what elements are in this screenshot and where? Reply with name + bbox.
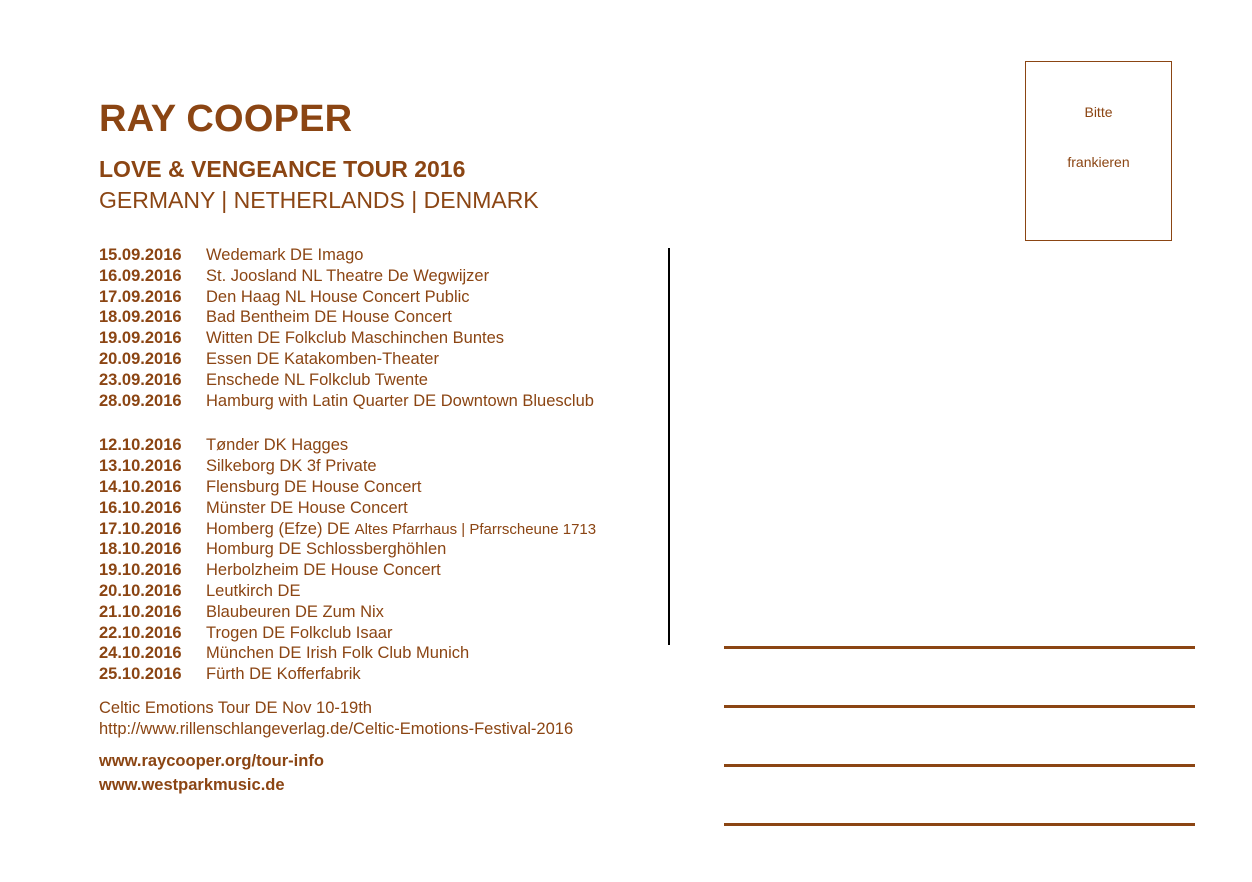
tour-date: 17.10.2016 [99, 519, 182, 538]
tour-venue: St. Joosland NL Theatre De Wegwijzer [206, 266, 490, 285]
tour-date: 23.09.2016 [99, 370, 182, 389]
tour-date: 12.10.2016 [99, 436, 182, 455]
stamp-text-line2: frankieren [1067, 154, 1130, 170]
list-item [99, 307, 596, 328]
festival-info [99, 698, 573, 740]
tour-venue: Den Haag NL House Concert Public [206, 287, 470, 306]
list-item [99, 477, 596, 498]
stamp-text-line1: Bitte [1084, 104, 1113, 120]
address-line [724, 764, 1195, 767]
list-item [99, 519, 596, 540]
stamp-box [1025, 61, 1172, 241]
tour-date: 16.10.2016 [99, 498, 182, 517]
tour-date: 14.10.2016 [99, 477, 182, 496]
festival-url[interactable]: http://www.rillenschlangeverlag.de/Celtic-Emotions-Festival-2016 [99, 720, 574, 738]
tour-venue-detail: Altes Pfarrhaus | Pfarrscheune 1713 [354, 520, 597, 538]
list-item [99, 456, 596, 477]
tour-venue: Flensburg DE House Concert [206, 477, 422, 496]
list-item [99, 664, 596, 685]
address-line [724, 705, 1195, 708]
tour-venue: Münster DE House Concert [206, 498, 408, 517]
september-dates [99, 245, 596, 411]
tour-date: 19.09.2016 [99, 329, 182, 348]
tour-venue: Leutkirch DE [206, 581, 301, 600]
tour-venue: Fürth DE Kofferfabrik [206, 665, 361, 684]
list-item [99, 602, 596, 623]
list-item [99, 539, 596, 560]
list-item [99, 391, 596, 412]
list-item [99, 643, 596, 664]
tour-venue: Silkeborg DK 3f Private [206, 457, 377, 476]
tour-venue: Witten DE Folkclub Maschinchen Buntes [206, 329, 505, 348]
tour-venue: Tønder DK Hagges [206, 436, 349, 455]
tour-venue: Bad Bentheim DE House Concert [206, 308, 452, 327]
tour-venue: Hamburg with Latin Quarter DE Downtown Bluesclub [206, 391, 594, 410]
tour-venue: Trogen DE Folkclub Isaar [206, 623, 393, 642]
tour-date: 22.10.2016 [99, 623, 182, 642]
tour-date: 20.09.2016 [99, 349, 182, 368]
list-item [99, 328, 596, 349]
tour-date: 13.10.2016 [99, 457, 182, 476]
raycooper-link[interactable]: www.raycooper.org/tour-info [99, 752, 324, 770]
tour-venue: Wedemark DE Imago [206, 246, 364, 264]
tour-venue: Homberg (Efze) DE [206, 519, 350, 538]
tour-date: 20.10.2016 [99, 581, 182, 600]
artist-name: RAY COOPER [99, 98, 353, 140]
tour-date: 24.10.2016 [99, 644, 182, 663]
tour-venue: Enschede NL Folkclub Twente [206, 370, 428, 389]
october-dates [99, 435, 596, 685]
list-item [99, 623, 596, 644]
tour-venue: Herbolzheim DE House Concert [206, 561, 441, 580]
list-item [99, 498, 596, 519]
list-item [99, 581, 596, 602]
list-spacer [99, 411, 596, 435]
tour-date: 25.10.2016 [99, 665, 182, 684]
tour-date: 18.09.2016 [99, 308, 182, 327]
list-item [99, 560, 596, 581]
postcard-divider [668, 248, 670, 645]
tour-date: 18.10.2016 [99, 540, 182, 559]
list-item [99, 287, 596, 308]
tour-dates-list [99, 245, 596, 685]
list-item [99, 370, 596, 391]
tour-date: 16.09.2016 [99, 266, 182, 285]
tour-venue: Blaubeuren DE Zum Nix [206, 602, 384, 621]
festival-title: Celtic Emotions Tour DE Nov 10-19th [99, 699, 372, 717]
tour-venue: Essen DE Katakomben-Theater [206, 349, 439, 368]
tour-venue: Homburg DE Schlossberghöhlen [206, 540, 447, 559]
address-line [724, 646, 1195, 649]
list-item [99, 349, 596, 370]
tour-date: 15.09.2016 [99, 246, 182, 264]
address-line [724, 823, 1195, 826]
westparkmusic-link[interactable]: www.westparkmusic.de [99, 776, 285, 794]
tour-date: 17.09.2016 [99, 287, 182, 306]
tour-date: 28.09.2016 [99, 391, 182, 410]
list-item [99, 245, 596, 266]
tour-date: 19.10.2016 [99, 561, 182, 580]
list-item [99, 435, 596, 456]
tour-venue: München DE Irish Folk Club Munich [206, 644, 470, 663]
website-links [99, 749, 324, 797]
tour-countries: GERMANY | NETHERLANDS | DENMARK [99, 187, 539, 213]
list-item [99, 266, 596, 287]
tour-date: 21.10.2016 [99, 602, 182, 621]
tour-title: LOVE & VENGEANCE TOUR 2016 [99, 156, 466, 182]
